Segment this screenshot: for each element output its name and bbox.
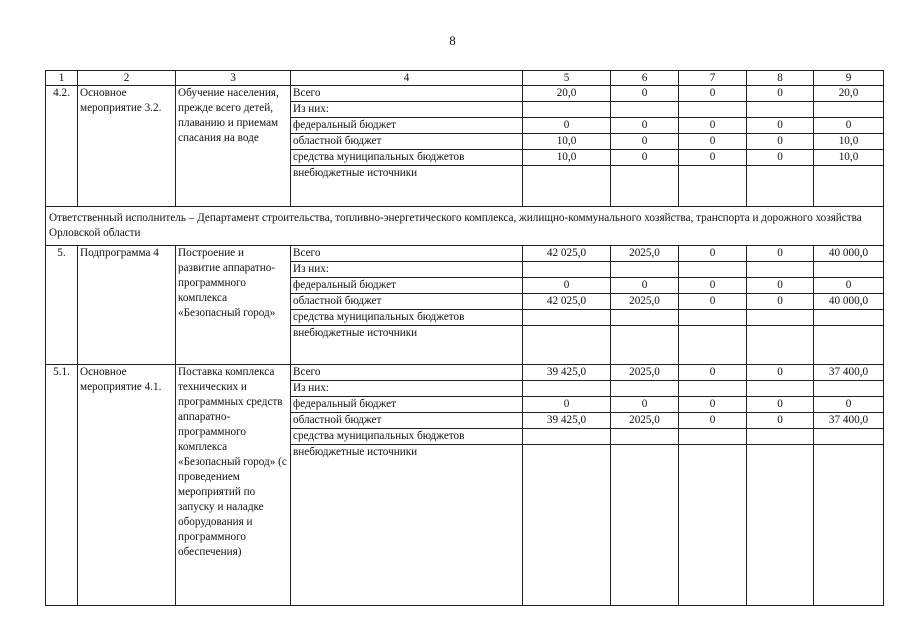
value-cell: 2025,0 (611, 365, 679, 381)
value-cell: 0 (747, 134, 814, 150)
value-cell (747, 381, 814, 397)
value-cell: 42 025,0 (523, 246, 611, 262)
value-cell: 0 (679, 134, 747, 150)
value-cell: 2025,0 (611, 246, 679, 262)
value-cell: 0 (611, 150, 679, 166)
header-cell: 9 (814, 71, 884, 86)
table-row (46, 365, 884, 381)
funding-source-label: федеральный бюджет (291, 118, 523, 134)
value-cell (679, 445, 747, 606)
value-cell (679, 429, 747, 445)
value-cell (611, 310, 679, 326)
funding-source-label: областной бюджет (291, 413, 523, 429)
value-cell: 0 (523, 397, 611, 413)
value-cell (679, 166, 747, 207)
item-number: 4.2. (46, 86, 78, 207)
item-type: Подпрограмма 4 (78, 246, 176, 365)
value-cell: 0 (747, 278, 814, 294)
funding-source-label: федеральный бюджет (291, 278, 523, 294)
value-cell: 0 (747, 397, 814, 413)
item-number: 5. (46, 246, 78, 365)
value-cell (523, 445, 611, 606)
value-cell (747, 102, 814, 118)
funding-source-label: Всего (291, 246, 523, 262)
value-cell (679, 326, 747, 365)
value-cell (747, 262, 814, 278)
value-cell: 2025,0 (611, 294, 679, 310)
funding-source-label: внебюджетные источники (291, 445, 523, 606)
funding-source-label: средства муниципальных бюджетов (291, 310, 523, 326)
value-cell (814, 166, 884, 207)
funding-source-label: Всего (291, 365, 523, 381)
value-cell: 37 400,0 (814, 365, 884, 381)
value-cell (523, 262, 611, 278)
funding-source-label: Из них: (291, 262, 523, 278)
responsible-row (46, 207, 884, 246)
value-cell: 0 (679, 278, 747, 294)
value-cell (747, 429, 814, 445)
value-cell: 0 (523, 278, 611, 294)
value-cell: 40 000,0 (814, 294, 884, 310)
item-description: Обучение населения, прежде всего детей, плаванию и приемам спасания на воде (176, 86, 291, 207)
responsible-text: Ответственный исполнитель – Департамент строительства, топливно-энергетического комплекса, жилищно-коммунального хозяйства, транспорта и дорожного хозяйства Орловской области (46, 207, 884, 246)
value-cell: 0 (747, 365, 814, 381)
page-number: 8 (449, 33, 456, 48)
value-cell: 0 (814, 397, 884, 413)
value-cell (523, 310, 611, 326)
value-cell (523, 381, 611, 397)
value-cell: 0 (611, 118, 679, 134)
value-cell (523, 429, 611, 445)
value-cell (523, 102, 611, 118)
value-cell: 0 (679, 294, 747, 310)
value-cell (611, 429, 679, 445)
value-cell (611, 326, 679, 365)
value-cell: 0 (747, 118, 814, 134)
value-cell: 10,0 (814, 150, 884, 166)
value-cell: 0 (679, 86, 747, 102)
header-cell: 1 (46, 71, 78, 86)
value-cell: 0 (611, 134, 679, 150)
funding-source-label: Из них: (291, 102, 523, 118)
funding-source-label: Всего (291, 86, 523, 102)
value-cell: 0 (747, 150, 814, 166)
value-cell: 0 (679, 118, 747, 134)
header-cell: 2 (78, 71, 176, 86)
value-cell (814, 262, 884, 278)
header-cell: 7 (679, 71, 747, 86)
value-cell: 0 (611, 278, 679, 294)
header-cell: 5 (523, 71, 611, 86)
header-cell: 8 (747, 71, 814, 86)
value-cell (747, 326, 814, 365)
value-cell (814, 381, 884, 397)
value-cell: 37 400,0 (814, 413, 884, 429)
value-cell: 0 (679, 246, 747, 262)
table-row (46, 246, 884, 262)
item-type: Основное мероприятие 4.1. (78, 365, 176, 606)
value-cell (679, 102, 747, 118)
item-description: Поставка комплекса технических и программных средств аппаратно-программного комплекса «Безопасный город» (с проведением мероприятий по запуску и наладке оборудования и программного обеспечения) (176, 365, 291, 606)
value-cell: 42 025,0 (523, 294, 611, 310)
funding-source-label: областной бюджет (291, 134, 523, 150)
value-cell: 0 (611, 397, 679, 413)
value-cell (814, 429, 884, 445)
value-cell: 0 (679, 150, 747, 166)
value-cell: 0 (679, 397, 747, 413)
value-cell (747, 310, 814, 326)
value-cell (611, 166, 679, 207)
value-cell (814, 445, 884, 606)
value-cell: 2025,0 (611, 413, 679, 429)
value-cell: 40 000,0 (814, 246, 884, 262)
value-cell: 39 425,0 (523, 365, 611, 381)
item-number: 5.1. (46, 365, 78, 606)
value-cell: 10,0 (523, 134, 611, 150)
funding-source-label: внебюджетные источники (291, 166, 523, 207)
funding-source-label: средства муниципальных бюджетов (291, 429, 523, 445)
funding-source-label: средства муниципальных бюджетов (291, 150, 523, 166)
item-type: Основное мероприятие 3.2. (78, 86, 176, 207)
value-cell: 20,0 (814, 86, 884, 102)
value-cell (611, 381, 679, 397)
funding-source-label: федеральный бюджет (291, 397, 523, 413)
value-cell (611, 445, 679, 606)
value-cell (747, 445, 814, 606)
value-cell (814, 102, 884, 118)
value-cell: 0 (747, 294, 814, 310)
value-cell (679, 381, 747, 397)
table-row (46, 86, 884, 102)
value-cell (523, 326, 611, 365)
budget-table (45, 70, 884, 606)
header-row (46, 71, 884, 86)
funding-source-label: областной бюджет (291, 294, 523, 310)
value-cell (747, 166, 814, 207)
value-cell (679, 310, 747, 326)
value-cell (679, 262, 747, 278)
item-description: Построение и развитие аппаратно-программного комплекса «Безопасный город» (176, 246, 291, 365)
value-cell: 0 (814, 278, 884, 294)
value-cell (523, 166, 611, 207)
value-cell: 0 (611, 86, 679, 102)
value-cell: 0 (679, 365, 747, 381)
value-cell: 10,0 (814, 134, 884, 150)
header-cell: 6 (611, 71, 679, 86)
header-cell: 4 (291, 71, 523, 86)
value-cell: 0 (747, 86, 814, 102)
value-cell: 20,0 (523, 86, 611, 102)
value-cell (611, 262, 679, 278)
header-cell: 3 (176, 71, 291, 86)
value-cell (611, 102, 679, 118)
value-cell: 39 425,0 (523, 413, 611, 429)
value-cell: 10,0 (523, 150, 611, 166)
value-cell (814, 310, 884, 326)
value-cell: 0 (747, 413, 814, 429)
value-cell (814, 326, 884, 365)
value-cell: 0 (814, 118, 884, 134)
funding-source-label: Из них: (291, 381, 523, 397)
funding-source-label: внебюджетные источники (291, 326, 523, 365)
value-cell: 0 (747, 246, 814, 262)
value-cell: 0 (523, 118, 611, 134)
value-cell: 0 (679, 413, 747, 429)
